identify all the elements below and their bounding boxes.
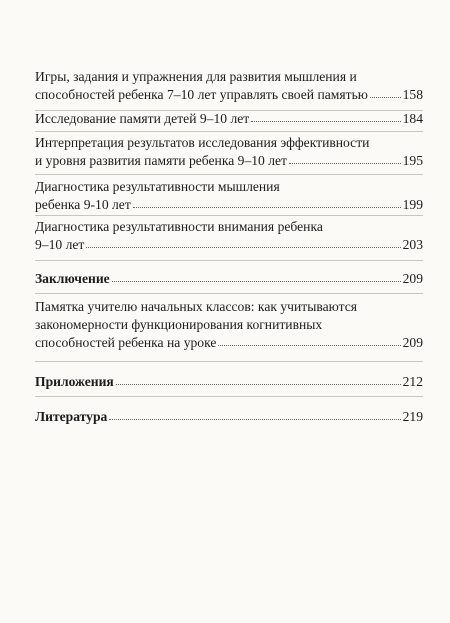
toc-entry-line: Памятка учителю начальных классов: как учитываются [35,299,357,314]
toc-entry-title: 9–10 лет [35,237,85,252]
toc-entry-title: Исследование памяти детей 9–10 лет [35,111,250,126]
toc-entry [35,110,423,128]
divider [35,260,423,261]
toc-entry-title: способностей ребенка 7–10 лет управлять своей памятью [35,87,368,102]
toc-entry [35,134,423,170]
toc-page-number: 184 [402,111,423,126]
toc-entry-title: и уровня развития памяти ребенка 9–10 лет [35,153,287,168]
toc-entry [35,218,423,254]
toc-page-number: 199 [402,197,423,212]
toc-page-number: 209 [402,335,423,350]
divider [35,293,423,294]
leader-dots [251,121,400,122]
leader-dots [109,419,400,420]
leader-dots [133,207,401,208]
toc-entry [35,373,423,391]
divider [35,396,423,397]
leader-dots [218,345,400,346]
leader-dots [86,247,400,248]
toc-entry [35,178,423,214]
toc-entry-title: Заключение [35,271,110,286]
toc-page-number: 209 [402,271,423,286]
toc-entry [35,270,423,288]
toc-entry [35,298,423,352]
toc-entry-title: Литература [35,409,108,424]
leader-dots [370,97,401,98]
toc-entry-title: способностей ребенка на уроке [35,335,217,350]
leader-dots [289,163,401,164]
divider [35,215,423,216]
toc-entry-line: Диагностика результативности внимания ребенка [35,219,323,234]
leader-dots [112,281,401,282]
toc-page-number: 158 [402,87,423,102]
toc-entry-title: ребенка 9-10 лет [35,197,131,212]
divider [35,174,423,175]
toc-entry-title: Приложения [35,374,114,389]
toc-page-number: 219 [402,409,423,424]
divider [35,131,423,132]
leader-dots [116,384,401,385]
divider [35,361,423,362]
toc-entry-line: закономерности функционирования когнитивных [35,317,323,332]
toc-entry [35,408,423,426]
toc-entry-line: Диагностика результативности мышления [35,179,280,194]
toc-entry-line: Игры, задания и упражнения для развития мышления и [35,69,357,84]
toc-entry [35,68,423,104]
toc-page-number: 212 [402,374,423,389]
toc-page-number: 203 [402,237,423,252]
toc-entry-line: Интерпретация результатов исследования эффективности [35,135,370,150]
toc-page-number: 195 [402,153,423,168]
